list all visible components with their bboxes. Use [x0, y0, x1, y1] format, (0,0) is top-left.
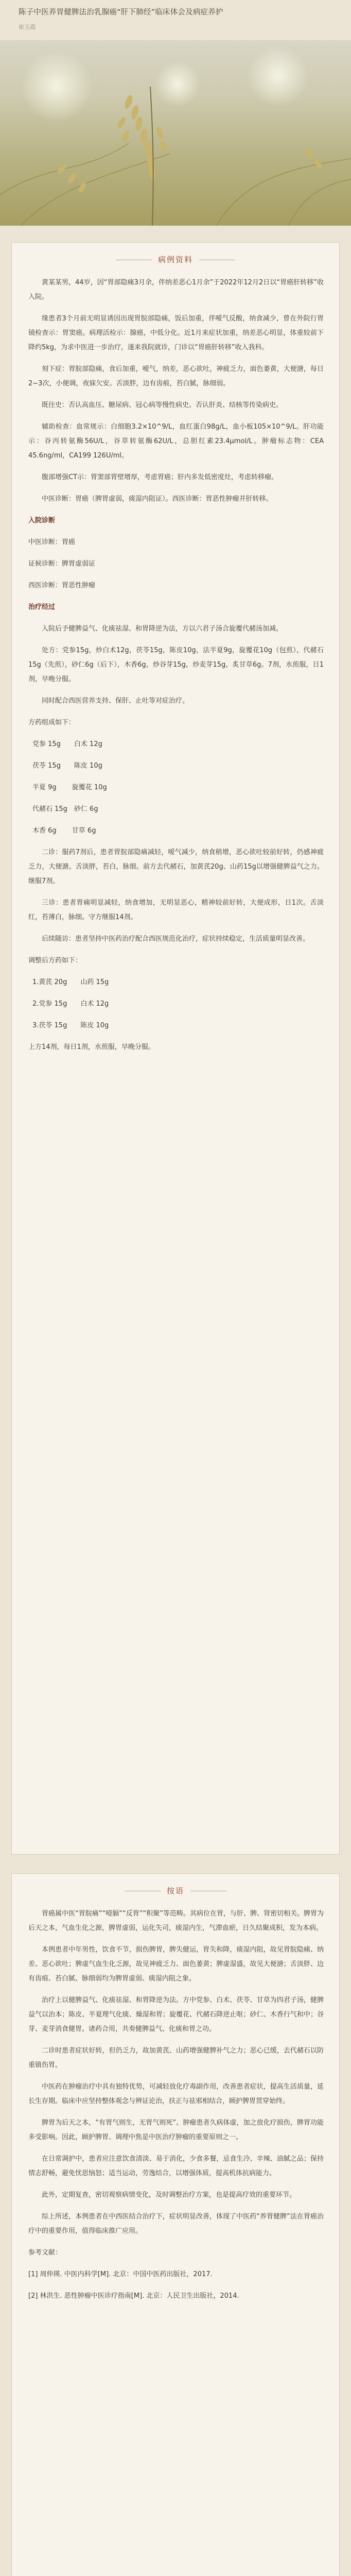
- prescription-line: 代赭石 15g 砂仁 6g: [32, 805, 98, 813]
- paragraph: 本例患者中年男性，饮食不节，损伤脾胃，脾失健运，胃失和降，痰湿内阻，故见胃脘隐痛、纳差、恶心欲吐；脾虚气血生化乏源，故见神疲乏力、面色萎黄；脾虚湿盛，故见大便溏；舌淡胖、边有齿痕、苔白腻、脉细弱均为脾胃虚弱、痰湿内阻之象。: [28, 1946, 324, 1982]
- paragraph: 二诊时患者症状好转，但仍乏力，故加黄芪、山药增强健脾补气之力；恶心已缓，去代赭石以防重镇伤胃。: [28, 2047, 324, 2069]
- prescription-intro: 调整后方药如下：: [28, 957, 82, 964]
- paragraph: 在日常调护中，患者应注意饮食清淡、易于消化，少食多餐，忌食生冷、辛辣、油腻之品；保持情志舒畅，避免忧思恼怒；适当运动，劳逸结合，以增强体质，提高机体抗病能力。: [28, 2155, 324, 2177]
- paragraph: 刻下症：胃脘部隐痛，食后加重，嗳气，纳差，恶心欲吐，神疲乏力，面色萎黄，大便溏，每日2~3次，小便调，夜寐欠安。舌淡胖，边有齿痕，苔白腻，脉细弱。: [28, 365, 324, 387]
- paragraph: 三诊：患者胃痛明显减轻，纳食增加，无明显恶心，精神较前好转，大便成形，日1次。舌淡红，苔薄白，脉细。守方继服14剂。: [28, 899, 324, 921]
- prescription-line: 木香 6g 甘草 6g: [32, 827, 96, 835]
- commentary-section-body: [28, 1907, 324, 2311]
- prescription-line: 半夏 9g 旋覆花 10g: [32, 784, 107, 791]
- paragraph: 辅助检查：血常规示：白细胞3.2×10^9/L，血红蛋白98g/L，血小板105×10^9/L。肝功能示：谷丙转氨酶56U/L，谷草转氨酶62U/L，总胆红素23.4μmol/L。肿瘤标志物：CEA 45.6ng/ml，CA199 126U/ml。: [28, 423, 324, 460]
- references-heading: 参考文献：: [28, 2249, 62, 2257]
- prescription-note: 上方14剂，每日1剂，水煎服，早晚分服。: [28, 1043, 155, 1051]
- list-item: 中医诊断：胃癌: [28, 538, 76, 546]
- case-section-heading: 病例资料: [12, 254, 339, 265]
- article-author: 崔玉霞: [19, 24, 36, 30]
- reference-item: [1] 周仲瑛. 中医内科学[M]. 北京：中国中医药出版社，2017.: [28, 2270, 213, 2278]
- paragraph: 后续随访：患者坚持中医药治疗配合西医规范化治疗，症状持续稳定，生活质量明显改善。: [42, 935, 310, 943]
- subheading-treatment: 治疗经过: [28, 603, 56, 611]
- paragraph: 黄某某男，44岁，因“胃部隐痛3月余，伴纳差恶心1月余”于2022年12月2日以“胃癌肝转移”收入院。: [28, 279, 324, 301]
- paragraph: 同时配合西医营养支持、保肝、止吐等对症治疗。: [42, 697, 189, 705]
- hero-rice-image: [0, 40, 351, 226]
- paragraph: 中医诊断：胃癌（脾胃虚弱，痰湿内阻证）。西医诊断：胃恶性肿瘤并肝转移。: [42, 495, 273, 503]
- list-item: 西医诊断：胃恶性肿瘤: [28, 582, 96, 589]
- subheading-admission: 入院诊断: [28, 517, 56, 524]
- case-section-card: [11, 242, 340, 1855]
- paragraph: 处方：党参15g，炒白术12g，茯苓15g，陈皮10g，法半夏9g，旋覆花10g（包煎），代赭石15g（先煎），砂仁6g（后下），木香6g，炒谷芽15g，炒麦芽15g，炙甘草6g。7剂，水煎服，日1剂，早晚分服。: [28, 647, 324, 683]
- article-title: 陈子中医养胃健脾法治乳腺癌“肝下肺经”临床体会及病症养护: [19, 8, 223, 16]
- paragraph: 综上所述，本例患者在中西医结合治疗下，症状明显改善，体现了中医药“养胃健脾”法在胃癌治疗中的重要作用，值得临床推广应用。: [28, 2213, 324, 2235]
- prescription-line: 茯苓 15g 陈皮 10g: [32, 762, 102, 770]
- prescription-intro: 方药组成如下：: [28, 719, 76, 726]
- rice-stalks-illustration: [0, 40, 351, 226]
- case-section-body: [28, 276, 324, 1062]
- paragraph: 治疗上以健脾益气、化痰祛湿、和胃降逆为法。方中党参、白术、茯苓、甘草为四君子汤，健脾益气以治本；陈皮、半夏理气化痰、燥湿和胃；旋覆花、代赭石降逆止呕；砂仁、木香行气和中；谷芽、麦芽消食健胃。诸药合用，共奏健脾益气、化痰和胃之功。: [28, 1996, 324, 2033]
- paragraph: 二诊：服药7剂后，患者胃脘部隐痛减轻，嗳气减少，纳食稍增，恶心欲吐较前好转，仍感神疲乏力，大便溏。舌淡胖，苔白，脉细。前方去代赭石，加黄芪20g、山药15g以增强健脾益气之力。继服7剂。: [28, 849, 324, 885]
- paragraph: 此外，定期复查，密切观察病情变化，及时调整治疗方案，也是提高疗效的重要环节。: [42, 2191, 296, 2199]
- prescription-line: 1.黄芪 20g 山药 15g: [32, 978, 109, 986]
- prescription-line: 3.茯苓 15g 陈皮 10g: [32, 1022, 109, 1029]
- commentary-section-card: [11, 1873, 340, 2576]
- prescription-line: 党参 15g 白术 12g: [32, 740, 102, 748]
- prescription-line: 2.党参 15g 白术 12g: [32, 1000, 109, 1008]
- paragraph: 既往史：否认高血压、糖尿病、冠心病等慢性病史。否认肝炎、结核等传染病史。: [42, 401, 283, 409]
- commentary-section-heading: 按语: [12, 1885, 339, 1896]
- paragraph: 腹部增强CT示：胃窦部胃壁增厚，考虑胃癌；肝内多发低密度灶，考虑转移瘤。: [42, 473, 278, 481]
- paragraph: 入院后予健脾益气、化痰祛湿、和胃降逆为法，方以六君子汤合旋覆代赭汤加减。: [42, 625, 283, 633]
- paragraph: 脾胃为后天之本，“有胃气则生，无胃气则死”。肿瘤患者久病体虚，加之放化疗损伤，脾胃功能多受影响。因此，顾护脾胃、调理中焦是中医治疗肿瘤的重要原则之一。: [28, 2119, 324, 2141]
- paragraph: 缘患者3个月前无明显诱因出现胃脘部隐痛，饭后加重，伴嗳气反酸，纳食减少，曾在外院行胃镜检查示：胃窦癌。病理活检示：腺癌，中低分化。近1月来症状加重，纳差恶心明显，体重较前下降约5kg，为求中医进一步治疗，遂来我院就诊，门诊以“胃癌肝转移”收入我科。: [28, 315, 324, 351]
- paragraph: 中医药在肿瘤治疗中具有独特优势，可减轻放化疗毒副作用，改善患者症状，提高生活质量，延长生存期。临床中应坚持整体观念与辨证论治，扶正与祛邪相结合，顾护脾胃贯穿始终。: [28, 2083, 324, 2105]
- paragraph: 胃癌属中医“胃脘痛”“噎膈”“反胃”“积聚”等范畴。其病位在胃，与肝、脾、肾密切相关。脾胃为后天之本，气血生化之源，脾胃虚弱，运化失司，痰湿内生，气滞血瘀，日久结聚成积，发为本病。: [28, 1910, 324, 1932]
- list-item: 证候诊断：脾胃虚弱证: [28, 560, 96, 568]
- reference-item: [2] 林洪生. 恶性肿瘤中医诊疗指南[M]. 北京：人民卫生出版社，2014.: [28, 2292, 239, 2300]
